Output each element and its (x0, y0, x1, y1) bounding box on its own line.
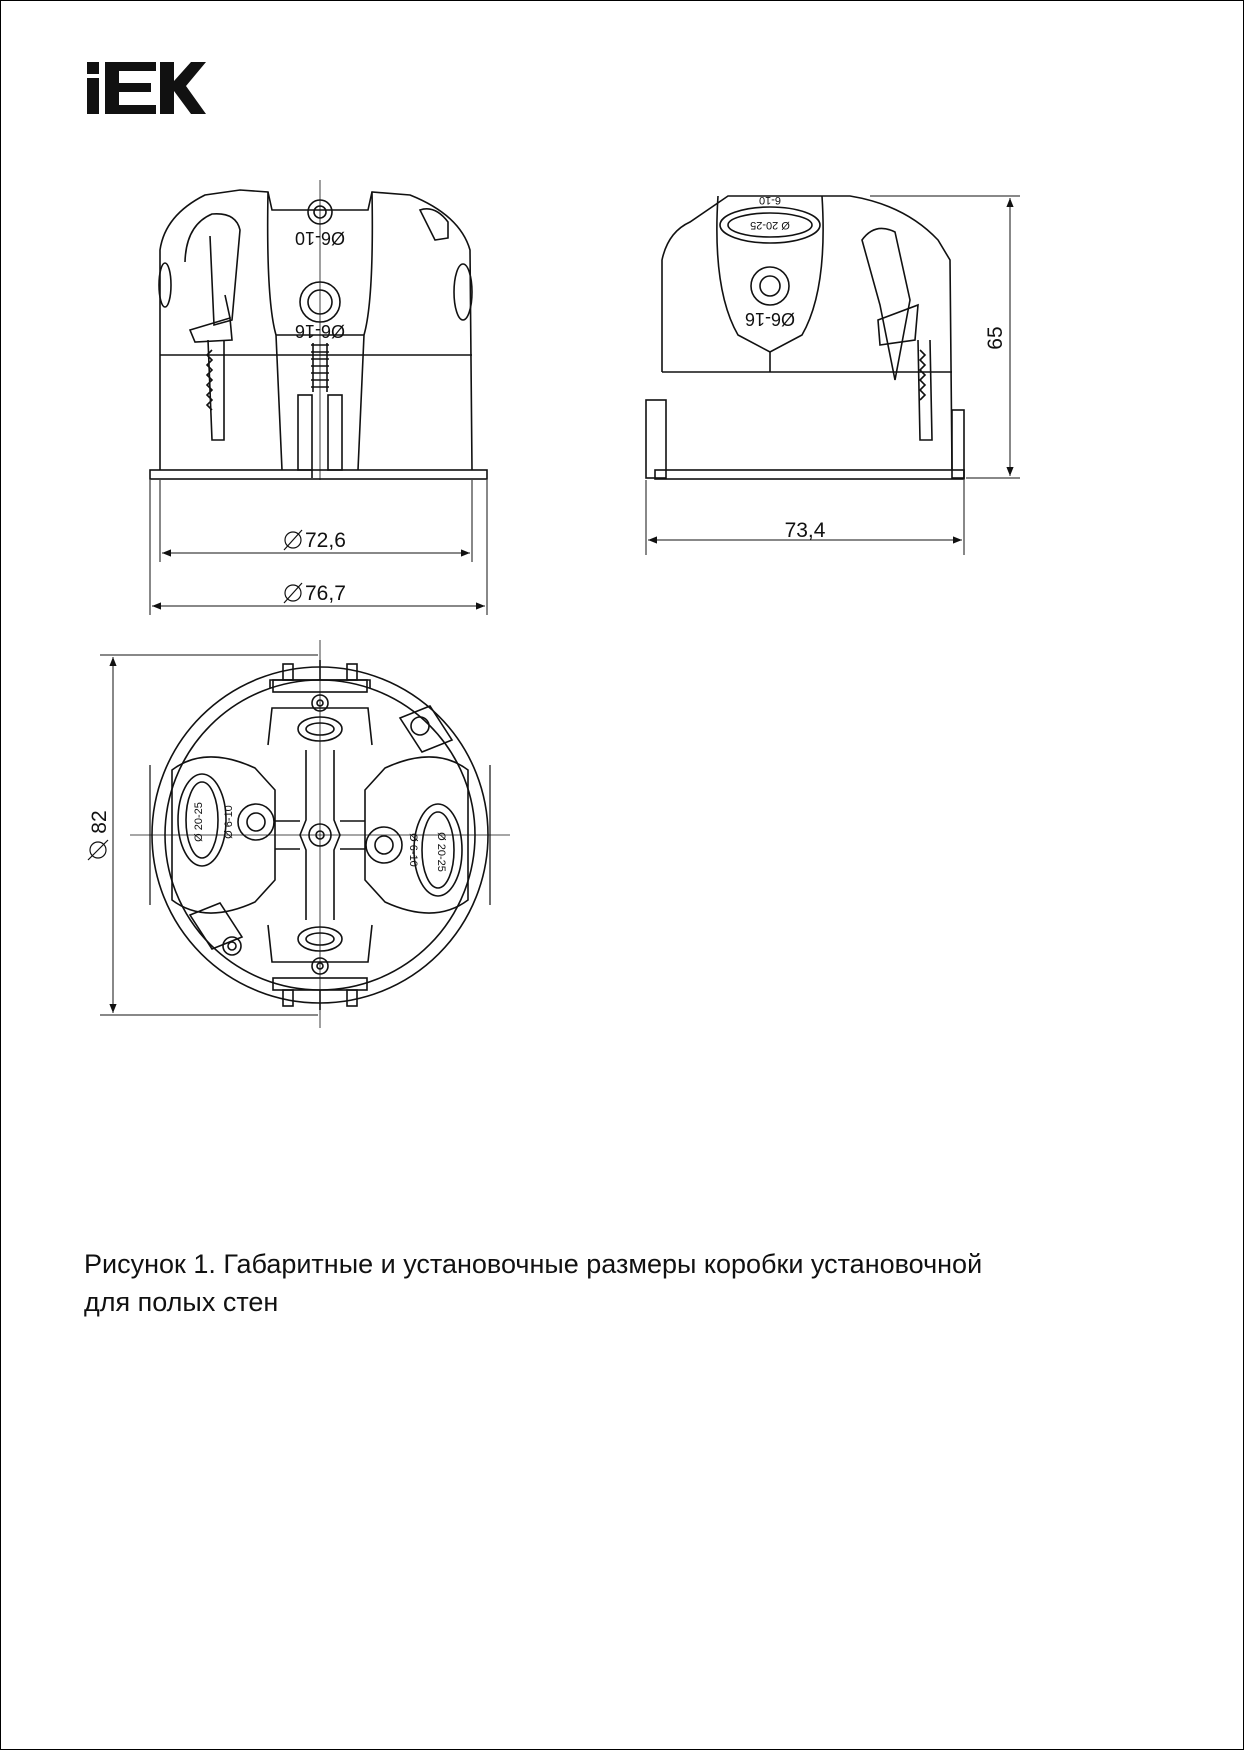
diameter-82 (88, 810, 111, 860)
top-view (130, 640, 510, 1028)
dim-top-diameter: 82 (88, 810, 111, 834)
dim-height: 65 (984, 326, 1007, 350)
side-view-dimensions (646, 196, 1020, 555)
caption-line-2: для полых стен (84, 1287, 279, 1317)
dim-outer-diameter: 76,7 (305, 582, 346, 605)
top-right-small-label: Ø 6-10 (407, 833, 419, 867)
diameter-76-7 (284, 582, 346, 605)
hole-label-20-25: Ø 20-25 (750, 219, 790, 231)
hole-label-6-16: Ø6-16 (294, 321, 346, 341)
diameter-72-6 (284, 529, 346, 552)
hole-label-6-10: Ø6-10 (294, 228, 346, 248)
dim-inner-diameter: 72,6 (305, 529, 346, 552)
figure-caption (84, 1245, 1184, 1321)
side-view (646, 196, 964, 479)
side-hole-label-6-16: Ø6-16 (744, 309, 796, 329)
iek-logo (87, 62, 206, 114)
top-left-big-label: Ø 20-25 (193, 802, 205, 842)
dim-width: 73,4 (784, 519, 826, 542)
caption-line-1: Рисунок 1. Габаритные и установочные размеры коробки установочной (84, 1249, 983, 1279)
top-right-big-label: Ø 20-25 (435, 832, 447, 872)
top-left-small-label: Ø 6-10 (223, 805, 235, 839)
hole-label-tiny: 6-10 (758, 194, 782, 206)
